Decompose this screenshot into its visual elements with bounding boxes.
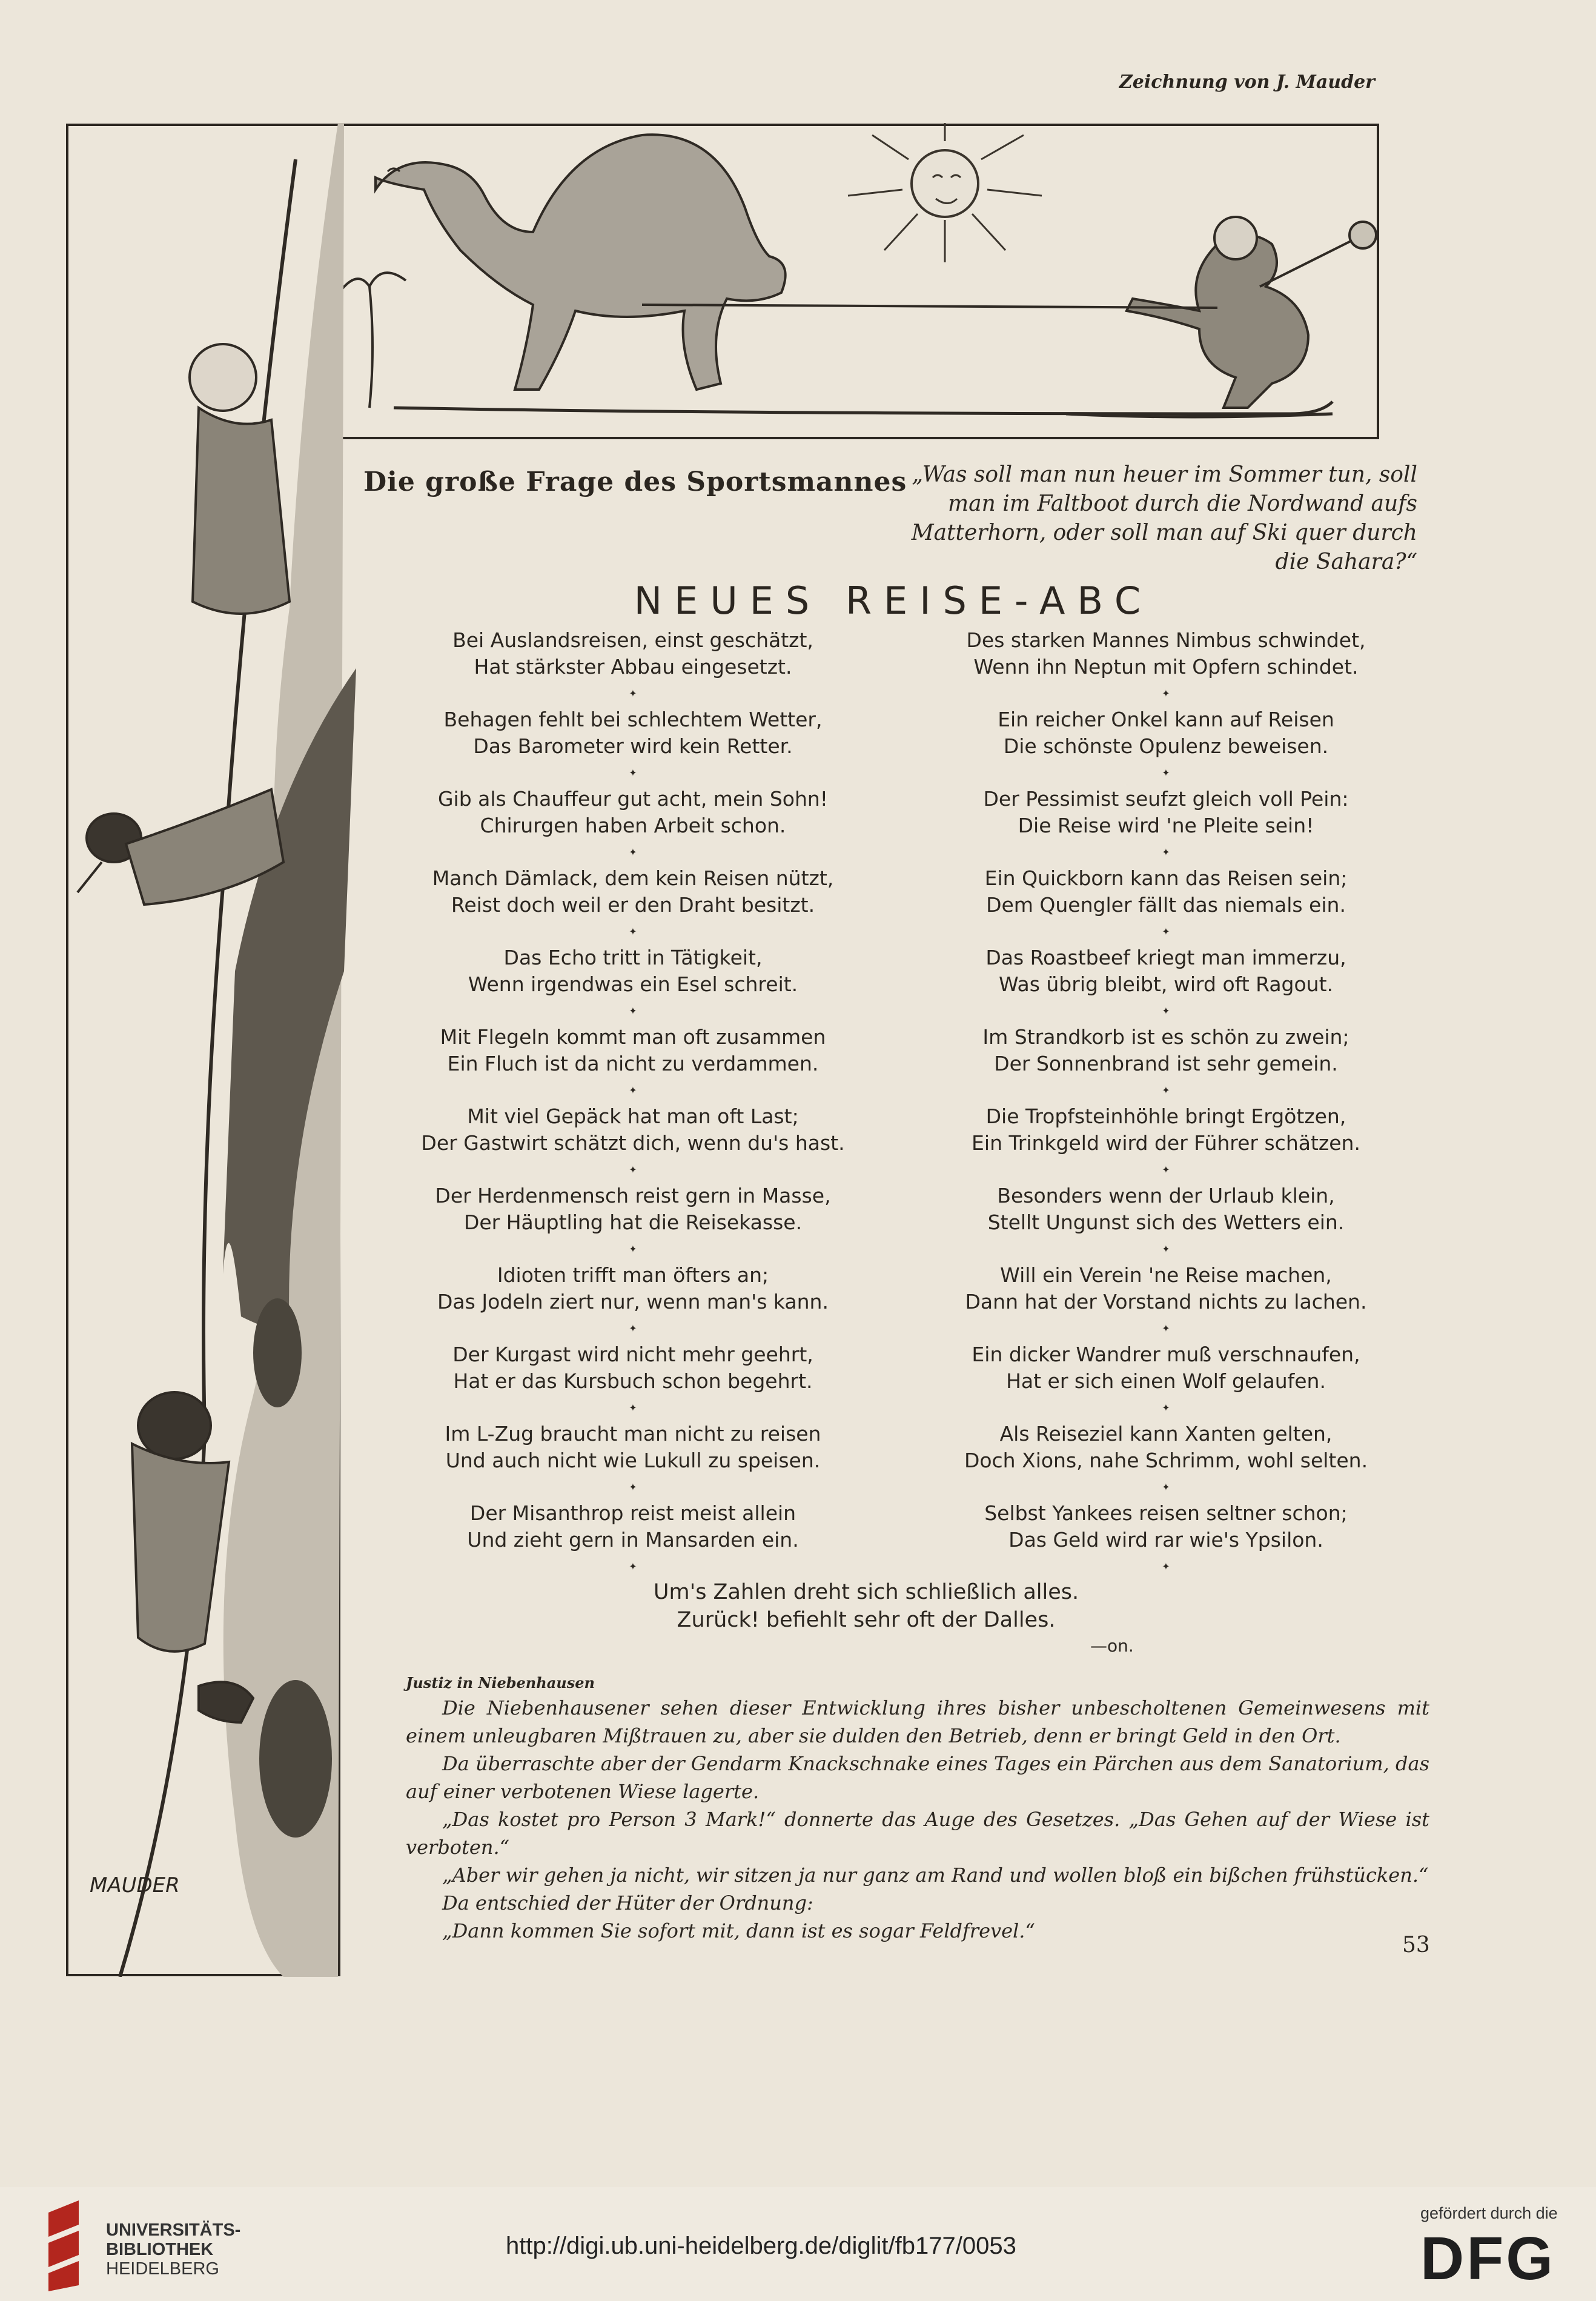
stanza-separator-icon: ✦: [629, 1481, 637, 1493]
poem-line: Dann hat der Vorstand nichts zu lachen.: [965, 1290, 1367, 1313]
anecdote-paragraph: Da entschied der Hüter der Ordnung:: [442, 1891, 813, 1914]
poem-line: Behagen fehlt bei schlechtem Wetter,: [443, 708, 823, 731]
poem-line: Der Sonnenbrand ist sehr gemein.: [994, 1052, 1338, 1075]
anecdote-paragraph: „Das kostet pro Person 3 Mark!“ donnerte das Auge des Gesetzes. „Das Gehen auf der Wiese ist verboten.“: [406, 1808, 1429, 1859]
stanza-separator-icon: ✦: [629, 1164, 637, 1175]
poem-line: Selbst Yankees reisen seltner schon;: [984, 1501, 1348, 1525]
poem-line: Doch Xions, nahe Schrimm, wohl selten.: [964, 1449, 1368, 1472]
poem-line: Das Echo tritt in Tätigkeit,: [503, 946, 763, 969]
poem-right-column: [893, 627, 1439, 1579]
poem-line: Und zieht gern in Mansarden ein.: [467, 1528, 799, 1552]
document-url-link[interactable]: http://digi.ub.uni-heidelberg.de/diglit/fb177/0053: [506, 2233, 1016, 2259]
poem-line: Dem Quengler fällt das niemals ein.: [986, 893, 1346, 917]
poem-line: Im Strandkorb ist es schön zu zwein;: [982, 1025, 1349, 1049]
poem-line: Der Misanthrop reist meist allein: [469, 1501, 796, 1525]
poem-line: Was übrig bleibt, wird oft Ragout.: [998, 972, 1334, 996]
funded-by-label: gefördert durch die: [1420, 2204, 1558, 2222]
poem-left-column: [360, 627, 906, 1579]
poem-stanza: [360, 1262, 906, 1315]
poem-line: Die schönste Opulenz beweisen.: [1003, 734, 1329, 758]
dfg-logo: DFG: [1420, 2225, 1556, 2293]
poem-line: Das Roastbeef kriegt man immerzu,: [985, 946, 1346, 969]
climber-middle: [78, 789, 283, 905]
stanza-separator-icon: ✦: [629, 1323, 637, 1334]
poem-heading: NEUES REISE-ABC: [634, 579, 1153, 623]
poem-line: Gib als Chauffeur gut acht, mein Sohn!: [437, 787, 829, 811]
cartoon-caption-text: „Was soll man nun heuer im Sommer tun, soll man im Faltboot durch die Nordwand aufs Matterhorn, oder soll man auf Ski quer durch die Sahara?“: [911, 462, 1417, 574]
poem-line: Bei Auslandsreisen, einst geschätzt,: [452, 628, 813, 652]
poem-line: Manch Dämlack, dem kein Reisen nützt,: [432, 866, 834, 890]
sun-drawing: [848, 123, 1042, 262]
poem-line: Wenn irgendwas ein Esel schreit.: [468, 972, 798, 996]
stanza-separator-icon: ✦: [629, 1561, 637, 1572]
skier-drawing: [1127, 217, 1376, 408]
illustration-signature: MAUDER: [90, 1873, 180, 1898]
poem-stanza: [360, 1500, 906, 1553]
stanza-separator-icon: ✦: [1162, 1402, 1170, 1413]
poem-line: Der Häuptling hat die Reisekasse.: [463, 1210, 803, 1234]
stanza-separator-icon: ✦: [629, 1402, 637, 1413]
poem-final-stanza: [563, 1578, 1169, 1634]
stanza-separator-icon: ✦: [1162, 688, 1170, 699]
anecdote-paragraph: Da überraschte aber der Gendarm Knackschnake eines Tages ein Pärchen aus dem Sanatorium, das auf einer verbotenen Wiese lagerte.: [406, 1752, 1429, 1803]
anecdote-paragraph: „Aber wir gehen ja nicht, wir sitzen ja nur ganz am Rand und wollen bloß ein bißchen frühstücken.“: [442, 1864, 1429, 1887]
cartoon-caption-title: Die große Frage des Sportsmannes: [363, 467, 907, 497]
camel-drawing: [376, 134, 786, 390]
poem-line: Ein dicker Wandrer muß verschnaufen,: [972, 1343, 1360, 1366]
stanza-separator-icon: ✦: [1162, 1323, 1170, 1334]
climber-top: [190, 344, 290, 614]
poem-line: Idioten trifft man öfters an;: [497, 1263, 769, 1287]
stanza-separator-icon: ✦: [629, 846, 637, 858]
poem-stanza: [360, 706, 906, 760]
poem-line: Als Reiseziel kann Xanten gelten,: [999, 1422, 1333, 1446]
stanza-separator-icon: ✦: [629, 1084, 637, 1096]
poem-line: Ein Fluch ist da nicht zu verdammen.: [447, 1052, 819, 1075]
poem-stanza: [893, 865, 1439, 918]
viewer-footer: [0, 2187, 1596, 2301]
poem-line: Mit viel Gepäck hat man oft Last;: [467, 1104, 799, 1128]
poem-line: Der Kurgast wird nicht mehr geehrt,: [452, 1343, 813, 1366]
poem-stanza: [893, 627, 1439, 680]
poem-final-line-1: Um's Zahlen dreht sich schließlich alles.: [653, 1580, 1079, 1604]
poem-line: Stellt Ungunst sich des Wetters ein.: [987, 1210, 1345, 1234]
poem-stanza: [360, 1183, 906, 1236]
poem-line: Wenn ihn Neptun mit Opfern schindet.: [973, 655, 1359, 679]
poem-line: Reist doch weil er den Draht besitzt.: [451, 893, 815, 917]
stanza-separator-icon: ✦: [1162, 767, 1170, 779]
climber-illustration: [65, 123, 368, 1977]
poem-line: Das Jodeln ziert nur, wenn man's kann.: [437, 1290, 829, 1313]
poem-stanza: [893, 1103, 1439, 1157]
institution-line: HEIDELBERG: [106, 2259, 219, 2279]
poem-line: Des starken Mannes Nimbus schwindet,: [966, 628, 1366, 652]
stanza-separator-icon: ✦: [629, 1243, 637, 1255]
institution-name: [106, 2220, 240, 2279]
anecdote: [406, 1672, 1429, 1945]
poem-stanza: [360, 627, 906, 680]
poem-line: Die Reise wird 'ne Pleite sein!: [1018, 814, 1314, 837]
poem-line: Hat stärkster Abbau eingesetzt.: [474, 655, 792, 679]
poem-signature: —on.: [1090, 1636, 1134, 1656]
institution-line: BIBLIOTHEK: [106, 2240, 214, 2259]
poem-line: Und auch nicht wie Lukull zu speisen.: [445, 1449, 821, 1472]
poem-line: Chirurgen haben Arbeit schon.: [480, 814, 786, 837]
stanza-separator-icon: ✦: [629, 767, 637, 779]
stanza-separator-icon: ✦: [629, 926, 637, 937]
poem-stanza: [893, 706, 1439, 760]
stanza-separator-icon: ✦: [1162, 846, 1170, 858]
poem-stanza: [893, 786, 1439, 839]
poem-stanza: [360, 1421, 906, 1474]
poem-stanza: [360, 865, 906, 918]
anecdote-paragraph: Die Niebenhausener sehen dieser Entwicklung ihres bisher unbescholtenen Gemeinwesens mit einem unleugbaren Mißtrauen zu, aber sie dulden den Betrieb, denn er bringt Geld in den Ort.: [406, 1696, 1429, 1747]
poem-line: Die Tropfsteinhöhle bringt Ergötzen,: [985, 1104, 1346, 1128]
stanza-separator-icon: ✦: [1162, 1243, 1170, 1255]
stanza-separator-icon: ✦: [1162, 1561, 1170, 1572]
poem-final-line-2: Zurück! befiehlt sehr oft der Dalles.: [677, 1608, 1056, 1632]
poem-line: Der Pessimist seufzt gleich voll Pein:: [983, 787, 1349, 811]
poem-line: Hat er sich einen Wolf gelaufen.: [1006, 1369, 1326, 1393]
poem-stanza: [360, 786, 906, 839]
poem-stanza: [893, 1341, 1439, 1395]
poem-line: Das Barometer wird kein Retter.: [473, 734, 793, 758]
poem-line: Das Geld wird rar wie's Ypsilon.: [1008, 1528, 1323, 1552]
poem-line: Der Gastwirt schätzt dich, wenn du's hast.: [421, 1131, 845, 1155]
poem-line: Ein Quickborn kann das Reisen sein;: [984, 866, 1348, 890]
poem-line: Im L-Zug braucht man nicht zu reisen: [445, 1422, 821, 1446]
stanza-separator-icon: ✦: [1162, 1481, 1170, 1493]
university-library-logo-icon: [36, 2200, 97, 2291]
stanza-separator-icon: ✦: [629, 1005, 637, 1017]
anecdote-paragraph: „Dann kommen Sie sofort mit, dann ist es sogar Feldfrevel.“: [442, 1919, 1035, 1942]
poem-stanza: [893, 1500, 1439, 1553]
poem-line: Hat er das Kursbuch schon begehrt.: [453, 1369, 813, 1393]
poem-line: Ein reicher Onkel kann auf Reisen: [998, 708, 1334, 731]
poem-line: Ein Trinkgeld wird der Führer schätzen.: [972, 1131, 1360, 1155]
poem-stanza: [360, 945, 906, 998]
poem-line: Mit Flegeln kommt man oft zusammen: [440, 1025, 826, 1049]
poem-stanza: [893, 1024, 1439, 1077]
anecdote-title: Justiz in Niebenhausen: [406, 1674, 595, 1692]
poem-stanza: [893, 1421, 1439, 1474]
stanza-separator-icon: ✦: [1162, 926, 1170, 937]
stanza-separator-icon: ✦: [1162, 1164, 1170, 1175]
poem-line: Der Herdenmensch reist gern in Masse,: [435, 1184, 831, 1207]
illustration-credit: Zeichnung von J. Mauder: [1119, 71, 1375, 93]
page-number: 53: [1402, 1933, 1430, 1957]
poem-line: Besonders wenn der Urlaub klein,: [997, 1184, 1335, 1207]
poem-stanza: [893, 1262, 1439, 1315]
stanza-separator-icon: ✦: [1162, 1084, 1170, 1096]
poem-line: Will ein Verein 'ne Reise machen,: [1000, 1263, 1332, 1287]
poem-stanza: [893, 1183, 1439, 1236]
poem-stanza: [360, 1024, 906, 1077]
poem-stanza: [360, 1103, 906, 1157]
stanza-separator-icon: ✦: [1162, 1005, 1170, 1017]
institution-line: UNIVERSITÄTS-: [106, 2220, 241, 2240]
camel-skier-illustration: [339, 123, 1380, 438]
poem-stanza: [360, 1341, 906, 1395]
poem-stanza: [893, 945, 1439, 998]
stanza-separator-icon: ✦: [629, 688, 637, 699]
